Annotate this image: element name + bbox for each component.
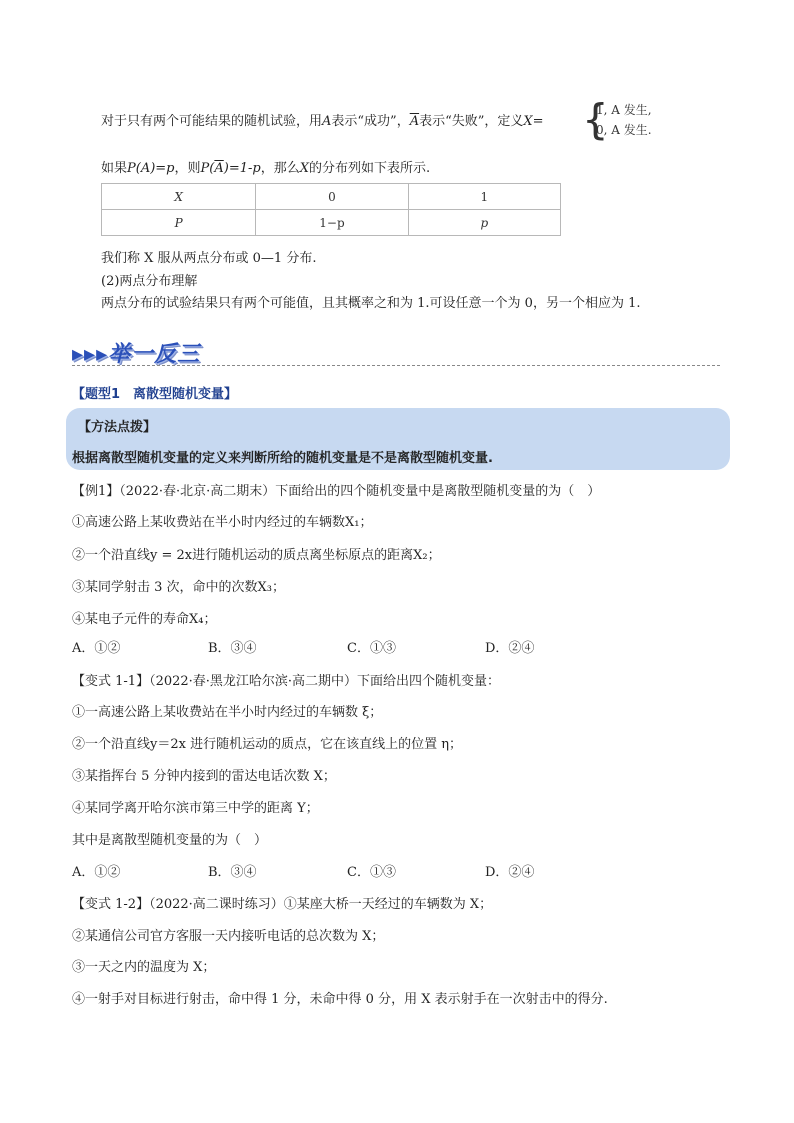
list-item: ③一天之内的温度为 X； (72, 960, 216, 975)
variant-1-1-heading: 【变式 1-1】（2022·春·黑龙江哈尔滨·高二期中）下面给出四个随机变量： (72, 674, 501, 689)
option-c: C．①③ (347, 641, 396, 656)
table-cell: P (102, 210, 256, 236)
method-title: 【方法点拨】 (78, 420, 157, 435)
var-A-bar: $\overline{A}$ (409, 114, 420, 129)
section-title: 【题型1 离散型随机变量】 (72, 387, 238, 402)
list-item: ③某同学射击 3 次，命中的次数X₃； (72, 580, 286, 595)
prob-open: P( (200, 161, 215, 176)
var-X: X (299, 161, 309, 176)
section-banner: ▸▸▸举一反三 (72, 342, 201, 367)
list-item: ②某通信公司官方客服一天内接听电话的总次数为 X； (72, 929, 385, 944)
intro-subheading: (2)两点分布理解 (101, 274, 198, 289)
option-b: B．③④ (208, 641, 257, 656)
option-b: B．③④ (208, 865, 257, 880)
prob-PA: P(A)=p (127, 161, 175, 176)
distribution-table (101, 183, 561, 236)
list-item: ①高速公路上某收费站在半小时内经过的车辆数X₁； (72, 515, 373, 530)
list-item: ②一个沿直线y＝2x 进行随机运动的质点，它在该直线上的位置 η； (72, 737, 463, 752)
option-d: D．②④ (485, 641, 535, 656)
intro-line-1 (101, 110, 544, 129)
text: 表示“成功”， (331, 114, 410, 129)
dashed-divider (72, 365, 720, 366)
table-cell: p (408, 210, 560, 236)
option-c: C．①③ (347, 865, 396, 880)
intro-line-5: 两点分布的试验结果只有两个可能值，且其概率之和为 1.可设任意一个为 0，另一个相应为 1. (101, 296, 641, 311)
question-text: 其中是离散型随机变量的为（ ） (72, 833, 268, 848)
list-item: ④某电子元件的寿命X₄； (72, 612, 217, 627)
list-item: ③某指挥台 5 分钟内接到的雷达电话次数 X； (72, 769, 336, 784)
list-item: ①一高速公路上某收费站在半小时内经过的车辆数 ξ； (72, 705, 383, 720)
prob-close: )=1-p (223, 161, 261, 176)
list-item: ④一射手对目标进行射击，命中得 1 分，未命中得 0 分，用 X 表示射手在一次射击中的得分. (72, 992, 608, 1007)
variant-1-2-heading: 【变式 1-2】（2022·高二课时练习）①某座大桥一天经过的车辆数为 X； (72, 897, 493, 912)
var-X: X (523, 114, 533, 129)
table-cell: 1 (408, 184, 560, 210)
option-d: D．②④ (485, 865, 535, 880)
example-1-heading: 【例1】（2022·春·北京·高二期末）下面给出的四个随机变量中是离散型随机变量的为（ ） (72, 484, 601, 499)
option-a: A．①② (72, 865, 121, 880)
left-brace-icon: { (582, 95, 609, 144)
piecewise-case-2: 0, A 发生. (596, 123, 652, 137)
list-item: ②一个沿直线y = 2x进行随机运动的质点离坐标原点的距离X₂； (72, 548, 441, 563)
text: 如果 (101, 161, 128, 176)
text: ，则 (174, 161, 201, 176)
method-text: 根据离散型随机变量的定义来判断所给的随机变量是不是离散型随机变量. (72, 451, 493, 466)
piecewise-case-1: 1, A 发生, (596, 103, 652, 117)
equals-sign: = (532, 114, 544, 129)
var-A: A (322, 114, 332, 129)
text: 对于只有两个可能结果的随机试验，用 (101, 114, 323, 129)
list-item: ④某同学离开哈尔滨市第三中学的距离 Y； (72, 801, 319, 816)
text: 表示“失败”，定义 (419, 114, 524, 129)
text: 的分布列如下表所示. (308, 161, 431, 176)
table-row (102, 184, 561, 210)
table-row (102, 210, 561, 236)
table-cell: 0 (256, 184, 408, 210)
var-A-bar: $\overline{A}$ (214, 161, 224, 176)
intro-line-3: 我们称 X 服从两点分布或 0—1 分布. (101, 251, 317, 266)
table-cell: X (102, 184, 256, 210)
text: ，那么 (260, 161, 300, 176)
intro-line-2 (101, 157, 430, 176)
option-a: A．①② (72, 641, 121, 656)
table-cell: 1−p (256, 210, 408, 236)
